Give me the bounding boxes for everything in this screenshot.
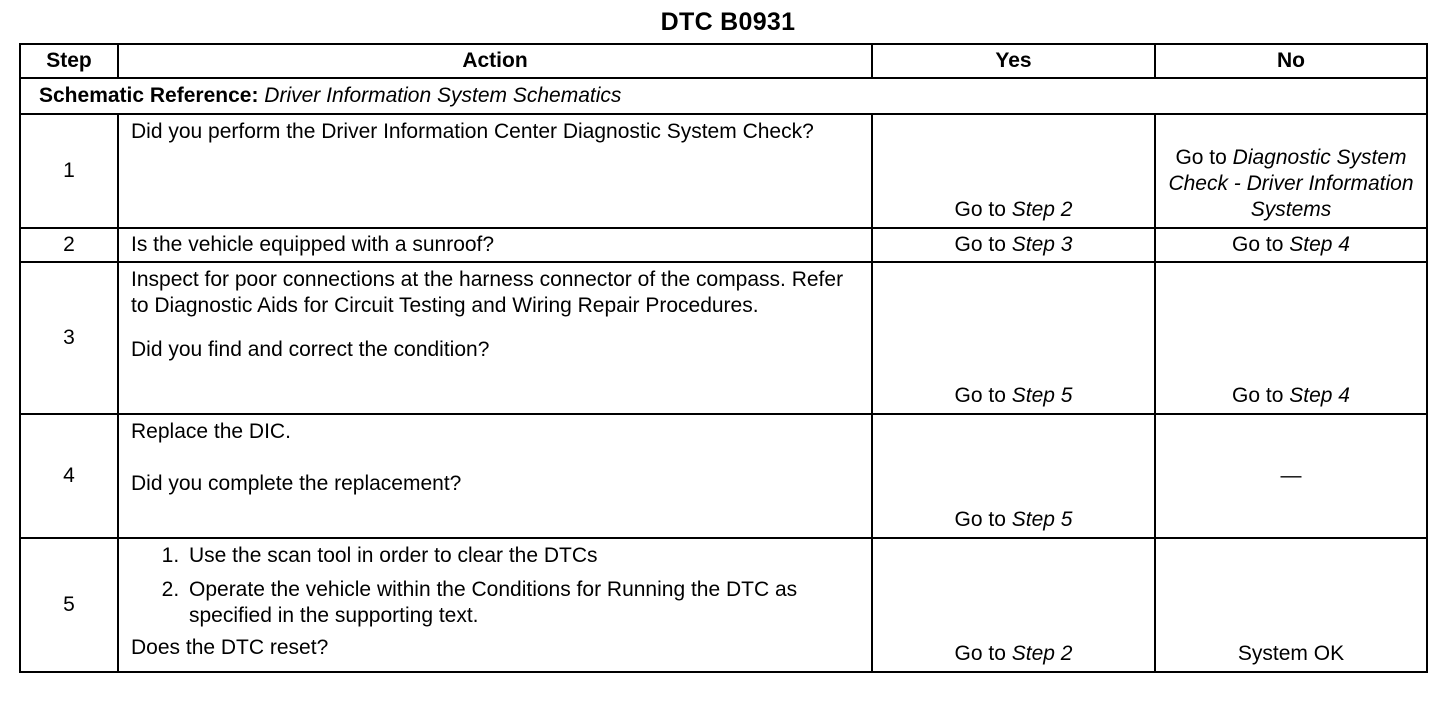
yes-prefix: Go to — [954, 508, 1006, 531]
header-yes: Yes — [872, 44, 1155, 78]
diagnostic-table — [19, 43, 1428, 673]
no-result: System OK — [1237, 642, 1345, 665]
no-cell — [1155, 114, 1427, 228]
no-target-link[interactable]: Step 4 — [1289, 233, 1350, 256]
action-text: Did you perform the Driver Information Center Diagnostic System Check? — [131, 120, 814, 143]
yes-prefix: Go to — [954, 384, 1006, 407]
action-cell — [118, 228, 872, 262]
action-text: Is the vehicle equipped with a sunroof? — [131, 233, 495, 256]
yes-cell — [872, 414, 1155, 538]
table-row — [20, 114, 1427, 228]
action-question: Does the DTC reset? — [131, 636, 329, 659]
list-item: 1. Use the scan tool in order to clear the DTCs — [185, 543, 859, 569]
page-title: DTC B0931 — [660, 8, 796, 36]
action-cell — [118, 262, 872, 414]
no-cell — [1155, 414, 1427, 538]
no-cell — [1155, 228, 1427, 262]
yes-target-link[interactable]: Step 2 — [1011, 642, 1073, 665]
yes-cell — [872, 228, 1155, 262]
no-dash: — — [1280, 464, 1302, 487]
schematic-reference-value: Driver Information System Schematics — [264, 84, 622, 107]
schematic-reference — [20, 78, 1427, 114]
no-target-link[interactable]: Diagnostic System Check - Driver Information Systems — [1168, 146, 1414, 221]
header-action: Action — [118, 44, 872, 78]
action-text: Inspect for poor connections at the harness connector of the compass. Refer to Diagnostic Aids for Circuit Testing and Wiring Repair Procedures. — [131, 268, 844, 317]
yes-cell — [872, 538, 1155, 672]
step-number: 1 — [20, 114, 118, 228]
table-row — [20, 538, 1427, 672]
yes-cell — [872, 114, 1155, 228]
action-cell — [118, 114, 872, 228]
yes-target-link[interactable]: Step 5 — [1011, 508, 1073, 531]
table-row — [20, 414, 1427, 538]
step-number: 2 — [20, 228, 118, 262]
table-row — [20, 262, 1427, 414]
action-steps-list — [131, 543, 859, 629]
yes-prefix: Go to — [954, 233, 1006, 256]
no-cell — [1155, 538, 1427, 672]
header-no: No — [1155, 44, 1427, 78]
no-prefix: Go to — [1232, 233, 1284, 256]
action-cell — [118, 414, 872, 538]
step-number: 4 — [20, 414, 118, 538]
yes-prefix: Go to — [954, 642, 1006, 665]
step-number: 3 — [20, 262, 118, 414]
no-target-link[interactable]: Step 4 — [1289, 384, 1350, 407]
list-item: 2. Operate the vehicle within the Conditions for Running the DTC as specified in the supporting text. — [185, 577, 859, 629]
yes-target-link[interactable]: Step 2 — [1011, 198, 1073, 221]
yes-target-link[interactable]: Step 5 — [1011, 384, 1073, 407]
step-number: 5 — [20, 538, 118, 672]
no-prefix: Go to — [1232, 384, 1284, 407]
table-row — [20, 228, 1427, 262]
action-text: Replace the DIC. — [131, 420, 291, 443]
yes-target-link[interactable]: Step 3 — [1011, 233, 1073, 256]
no-prefix: Go to — [1175, 146, 1227, 169]
action-cell — [118, 538, 872, 672]
yes-cell — [872, 262, 1155, 414]
no-cell — [1155, 262, 1427, 414]
schematic-reference-row — [20, 78, 1427, 114]
action-question: Did you find and correct the condition? — [131, 338, 490, 361]
header-row — [20, 44, 1427, 78]
schematic-reference-label: Schematic Reference: — [39, 84, 259, 107]
action-question: Did you complete the replacement? — [131, 472, 462, 495]
yes-prefix: Go to — [954, 198, 1006, 221]
header-step: Step — [20, 44, 118, 78]
